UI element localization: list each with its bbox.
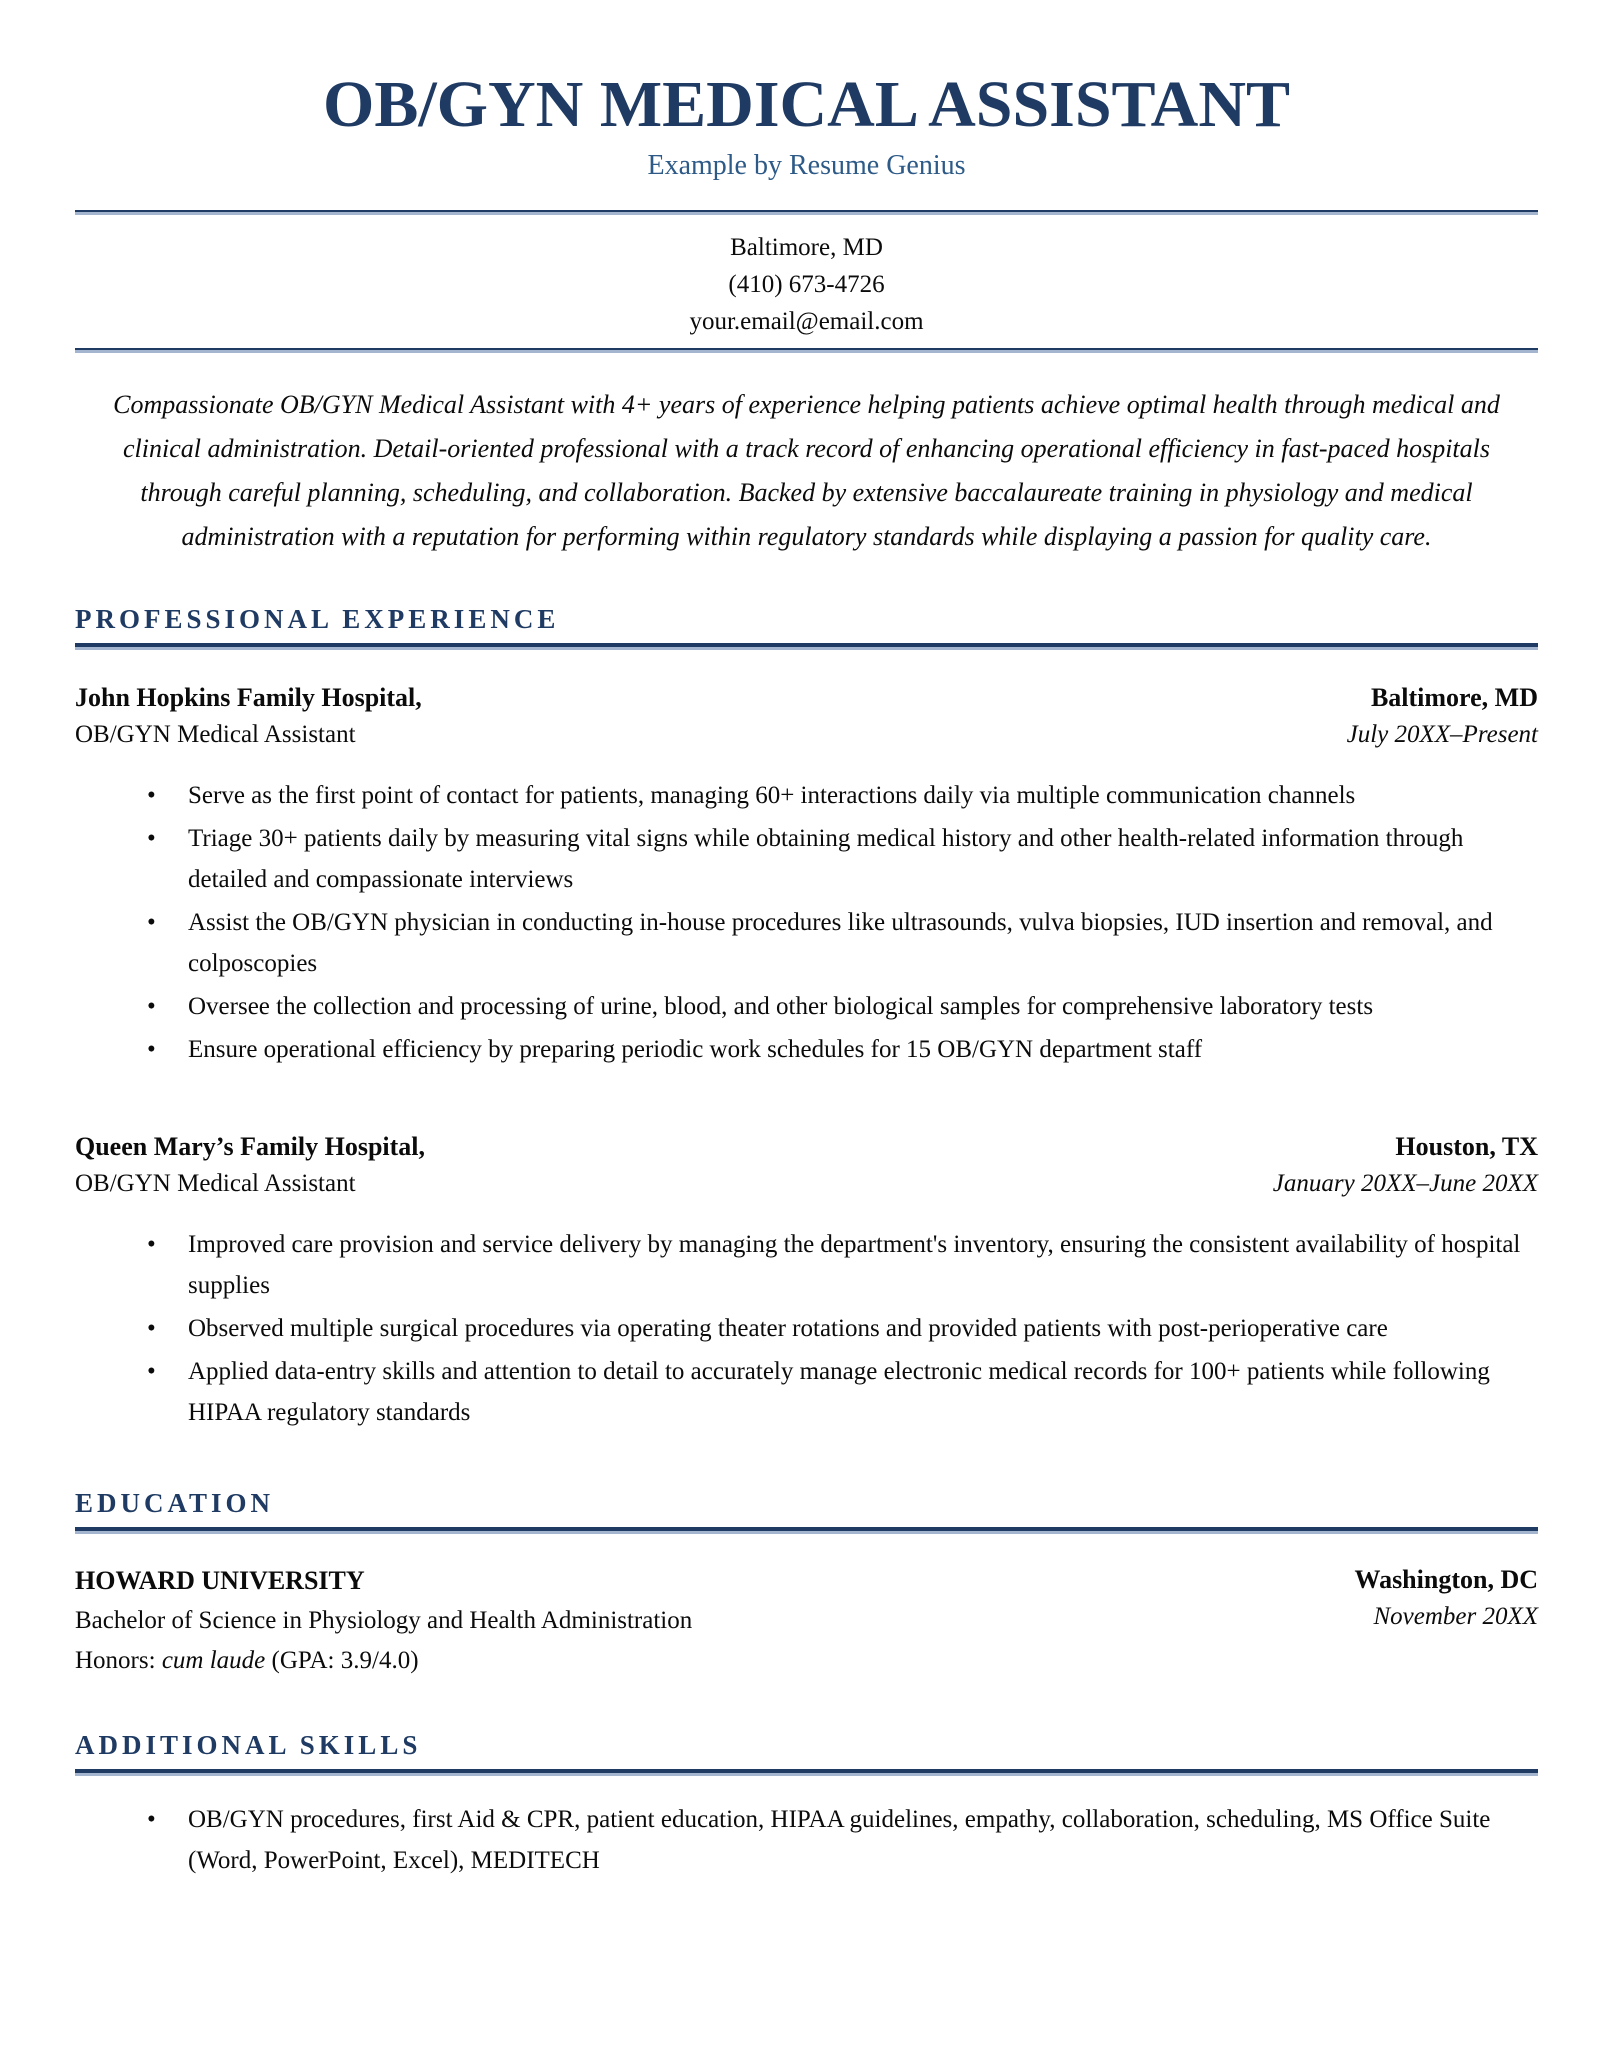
education-entry	[75, 1561, 1538, 1681]
education-honors	[75, 1641, 692, 1681]
education-dates: November 20XX	[1373, 1602, 1538, 1630]
job-location: Baltimore, MD	[1370, 682, 1538, 712]
contact-location: Baltimore, MD	[730, 233, 883, 261]
job-role: OB/GYN Medical Assistant	[75, 720, 356, 748]
section-heading-experience: PROFESSIONAL EXPERIENCE	[75, 603, 1538, 647]
section-heading-skills: ADDITIONAL SKILLS	[75, 1729, 1538, 1773]
job-bullet: • Serve as the first point of contact for patients, managing 60+ interactions daily via multiple communication channels	[75, 775, 1538, 816]
job-dates: July 20XX–Present	[1346, 720, 1538, 748]
job-company: John Hopkins Family Hospital,	[75, 682, 422, 712]
job-meta-block	[1347, 679, 1538, 753]
job-entry-header	[75, 1128, 1538, 1202]
masthead	[75, 68, 1538, 184]
job-role: OB/GYN Medical Assistant	[75, 1169, 356, 1197]
honors-label: Honors:	[75, 1646, 162, 1674]
job-bullet: • Improved care provision and service delivery by managing the department's inventory, ensuring the consistent availability of hospital supplies	[75, 1224, 1538, 1306]
job-bullet: • Oversee the collection and processing of urine, blood, and other biological samples for comprehensive laboratory tests	[75, 986, 1538, 1027]
job-bullet: • Ensure operational efficiency by preparing periodic work schedules for 15 OB/GYN department staff	[75, 1029, 1538, 1070]
education-detail-block	[75, 1561, 692, 1681]
job-company: Queen Mary’s Family Hospital,	[75, 1131, 426, 1161]
job-entry-header	[75, 679, 1538, 753]
section-heading-education: EDUCATION	[75, 1487, 1538, 1531]
page-title: OB/GYN MEDICAL ASSISTANT	[322, 68, 1291, 141]
job-location: Houston, TX	[1395, 1131, 1538, 1161]
job-title-block	[75, 1128, 425, 1202]
contact-block	[75, 229, 1538, 340]
education-meta-block	[1355, 1561, 1539, 1635]
job-title-block	[75, 679, 422, 753]
honors-detail: (GPA: 3.9/4.0)	[265, 1646, 419, 1674]
job-bullet: • Triage 30+ patients daily by measuring vital signs while obtaining medical history and other health-related information through detailed and compassionate interviews	[75, 818, 1538, 900]
job-bullet: • Observed multiple surgical procedures via operating theater rotations and provided patients with post-perioperative care	[75, 1308, 1538, 1349]
contact-divider	[75, 348, 1538, 353]
honors-emphasis: cum laude	[161, 1646, 266, 1674]
education-location: Washington, DC	[1354, 1564, 1538, 1594]
skills-bullet: • OB/GYN procedures, first Aid & CPR, patient education, HIPAA guidelines, empathy, collaboration, scheduling, MS Office Suite (Word, PowerPoint, Excel), MEDITECH	[75, 1799, 1538, 1881]
summary-paragraph: Compassionate OB/GYN Medical Assistant with 4+ years of experience helping patients achieve optimal health through medical and clinical administration. Detail-oriented professional with a track record of enhancing operational efficiency in fast-paced hospitals through careful planning, scheduling, and collaboration. Backed by extensive baccalaureate training in physiology and medical administration with a reputation for performing within regulatory standards while displaying a passion for quality care.	[113, 389, 1500, 551]
contact-email: your.email@email.com	[689, 307, 924, 335]
job-bullet: • Assist the OB/GYN physician in conducting in-house procedures like ultrasounds, vulva biopsies, IUD insertion and removal, and colposcopies	[75, 902, 1538, 984]
skills-bullet-list	[75, 1799, 1538, 1881]
job-bullet-list	[75, 1224, 1538, 1433]
contact-phone: (410) 673-4726	[728, 270, 885, 298]
education-school: HOWARD UNIVERSITY	[75, 1565, 365, 1595]
job-bullet-list	[75, 775, 1538, 1070]
job-dates: January 20XX–June 20XX	[1272, 1169, 1538, 1197]
page-subtitle: Example by Resume Genius	[647, 149, 966, 181]
job-meta-block	[1273, 1128, 1538, 1202]
header-divider	[75, 210, 1538, 215]
job-bullet: • Applied data-entry skills and attention to detail to accurately manage electronic medical records for 100+ patients while following HIPAA regulatory standards	[75, 1351, 1538, 1433]
education-degree: Bachelor of Science in Physiology and Health Administration	[75, 1606, 693, 1634]
